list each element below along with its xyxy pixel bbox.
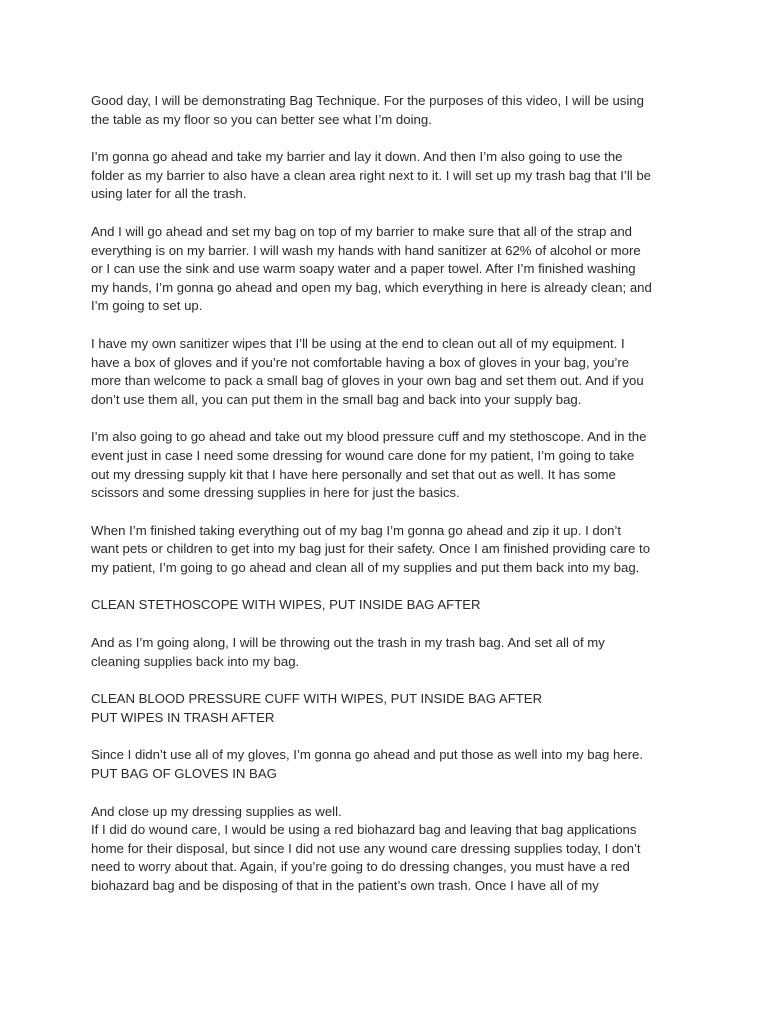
text-line: I’m also going to go ahead and take out my blood pressure cuff and my stethoscope. And in the xyxy=(91,429,647,445)
text-line: the table as my floor so you can better see what I’m doing. xyxy=(91,111,432,127)
text-line: using later for all the trash. xyxy=(91,186,247,202)
text-line: CLEAN STETHOSCOPE WITH WIPES, PUT INSIDE BAG AFTER xyxy=(91,597,481,613)
text-line: want pets or children to get into my bag just for their safety. Once I am finished providing care to xyxy=(91,541,651,557)
paragraph xyxy=(91,596,691,615)
text-line: And close up my dressing supplies as well. xyxy=(91,803,342,819)
document-body xyxy=(91,92,691,915)
text-line: PUT WIPES IN TRASH AFTER xyxy=(91,709,275,725)
text-line: I have my own sanitizer wipes that I’ll be using at the end to clean out all of my equipment. I xyxy=(91,335,625,351)
paragraph xyxy=(91,223,691,316)
text-line: or I can use the sink and use warm soapy water and a paper towel. After I’m finished washing xyxy=(91,261,636,277)
text-line: biohazard bag and be disposing of that in the patient’s own trash. Once I have all of my xyxy=(91,878,599,893)
text-line: my patient, I’m going to go ahead and clean all of my supplies and put them back into my bag. xyxy=(91,559,640,575)
text-line: home for their disposal, but since I did not use any wound care dressing supplies today, I don’t xyxy=(91,840,641,856)
text-line: Good day, I will be demonstrating Bag Technique. For the purposes of this video, I will be using xyxy=(91,93,644,108)
paragraph xyxy=(91,335,691,409)
text-line: I’m going to set up. xyxy=(91,298,203,314)
text-line: need to worry about that. Again, if you’re going to do dressing changes, you must have a red xyxy=(91,859,630,875)
text-line: out my dressing supply kit that I have here personally and set that out as well. It has some xyxy=(91,466,616,482)
text-line: PUT BAG OF GLOVES IN BAG xyxy=(91,766,277,782)
text-line: CLEAN BLOOD PRESSURE CUFF WITH WIPES, PUT INSIDE BAG AFTER xyxy=(91,691,543,707)
text-line: And as I’m going along, I will be throwing out the trash in my trash bag. And set all of my xyxy=(91,635,605,651)
paragraph xyxy=(91,803,691,896)
paragraph xyxy=(91,92,691,129)
paragraph xyxy=(91,690,691,727)
text-line: everything is on my barrier. I will wash my hands with hand sanitizer at 62% of alcohol or more xyxy=(91,242,641,258)
text-line: more than welcome to pack a small bag of gloves in your own bag and set them out. And if you xyxy=(91,373,644,389)
text-line: folder as my barrier to also have a clean area right next to it. I will set up my trash bag that I’ll be xyxy=(91,167,652,183)
paragraph xyxy=(91,522,691,578)
paragraph xyxy=(91,746,691,783)
text-line: event just in case I need some dressing for wound care done for my patient, I’m going to take xyxy=(91,447,635,463)
text-line: If I did do wound care, I would be using a red biohazard bag and leaving that bag applications xyxy=(91,822,637,838)
text-line: And I will go ahead and set my bag on top of my barrier to make sure that all of the strap and xyxy=(91,223,632,239)
text-line: cleaning supplies back into my bag. xyxy=(91,653,300,669)
text-line: don’t use them all, you can put them in the small bag and back into your supply bag. xyxy=(91,391,582,407)
text-line: When I’m finished taking everything out of my bag I’m gonna go ahead and zip it up. I don’t xyxy=(91,522,622,538)
paragraph xyxy=(91,148,691,204)
text-line: have a box of gloves and if you’re not comfortable having a box of gloves in your bag, you’re xyxy=(91,354,630,370)
paragraph xyxy=(91,428,691,502)
text-line: my hands, I’m gonna go ahead and open my bag, which everything in here is already clean; and xyxy=(91,279,652,295)
text-line: scissors and some dressing supplies in here for just the basics. xyxy=(91,485,460,501)
text-line: I’m gonna go ahead and take my barrier and lay it down. And then I’m also going to use the xyxy=(91,149,623,165)
text-line: Since I didn’t use all of my gloves, I’m gonna go ahead and put those as well into my bag here. xyxy=(91,747,644,763)
paragraph xyxy=(91,634,691,671)
